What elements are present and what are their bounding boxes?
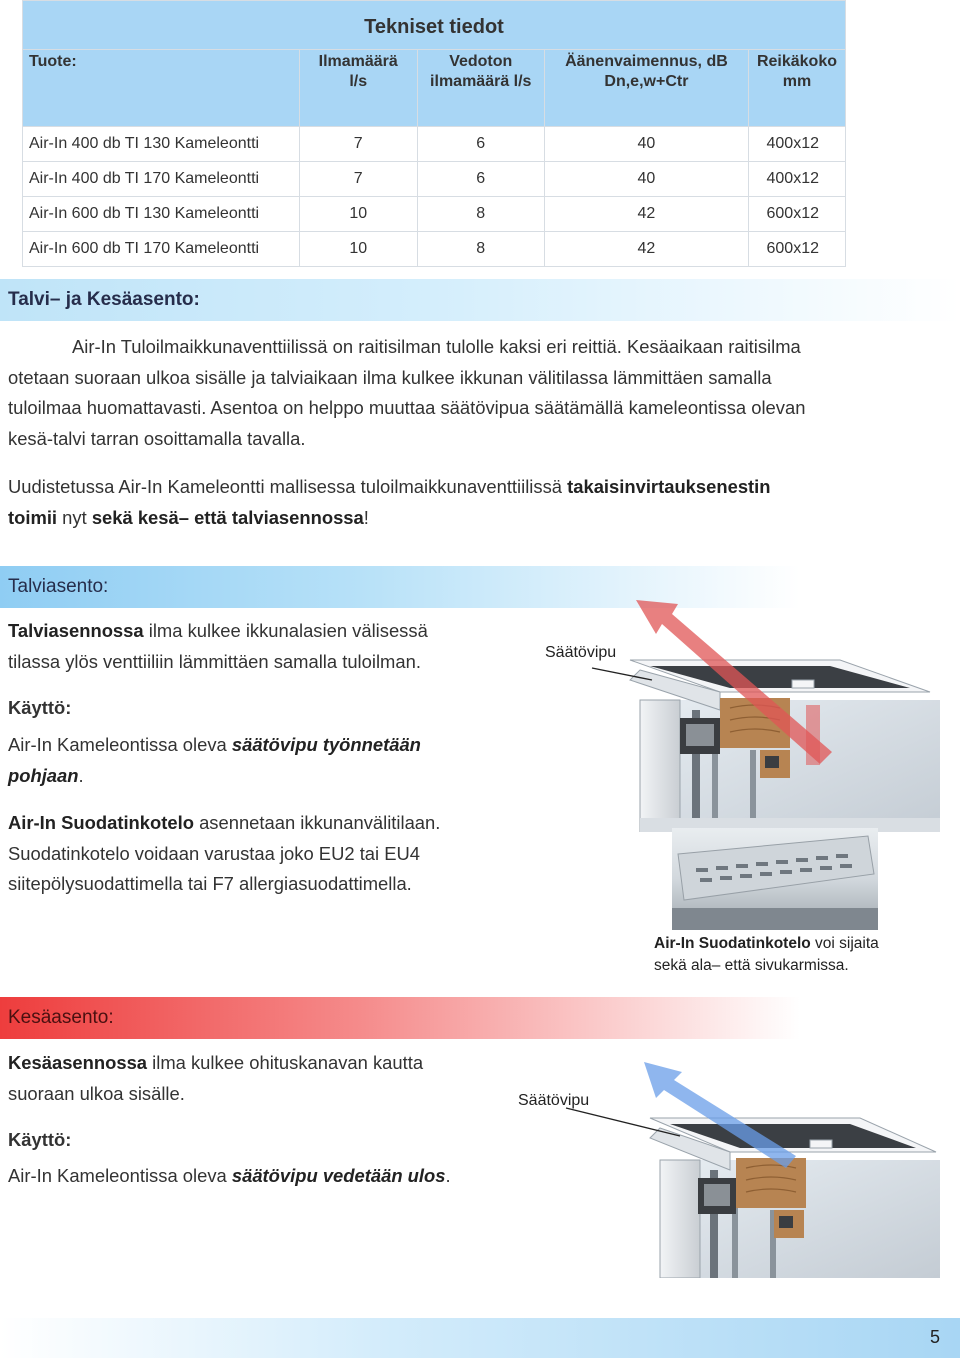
header-hole: Reikäkoko mm [748, 50, 845, 127]
cell-draftfree: 6 [417, 162, 544, 197]
table-row [23, 197, 846, 232]
summer-position-illustration [560, 1060, 940, 1278]
cell-product: Air-In 600 db TI 170 Kameleontti [23, 232, 300, 267]
cell-sound: 42 [544, 197, 748, 232]
winter-description [8, 616, 528, 677]
footer-bar [0, 1318, 960, 1358]
header-airflow: Ilmamäärä l/s [299, 50, 417, 127]
cell-hole: 400x12 [748, 127, 845, 162]
table-title: Tekniset tiedot [23, 1, 846, 50]
section-heading-talviasento: Talviasento: [0, 566, 800, 608]
intro-line: kesä-talvi tarran osoittamalla tavalla. [8, 427, 306, 449]
table-row [23, 162, 846, 197]
text: Air-In Kameleontissa oleva [8, 734, 232, 755]
cell-airflow: 7 [299, 162, 417, 197]
text: suoraan ulkoa sisälle. [8, 1082, 185, 1104]
header-product: Tuote: [23, 50, 300, 127]
text: ilma kulkee ikkunalasien välisessä [143, 620, 428, 641]
cell-draftfree: 8 [417, 232, 544, 267]
usage-heading: Käyttö: [8, 1129, 72, 1150]
text: tilassa ylös venttiiliin lämmittäen samalla tuloilman. [8, 650, 421, 672]
text: . [445, 1165, 451, 1186]
text: sekä ala– että sivukarmissa. [654, 957, 849, 974]
text: nyt [57, 506, 92, 528]
cell-product: Air-In 400 db TI 130 Kameleontti [23, 127, 300, 162]
text: voi sijaita [810, 935, 879, 952]
emphasis-text: Air-In Suodatinkotelo [8, 812, 194, 833]
text: Suodatinkotelo voidaan varustaa joko EU2 tai EU4 [8, 842, 421, 864]
cell-draftfree: 6 [417, 127, 544, 162]
emphasis-text: pohjaan [8, 764, 79, 786]
section-heading-kesaasento: Kesäasento: [0, 997, 800, 1039]
summer-usage [8, 1161, 568, 1192]
cell-hole: 600x12 [748, 197, 845, 232]
winter-usage [8, 730, 528, 791]
emphasis-text: takaisinvirtauksenestin [567, 476, 771, 497]
text: . [78, 764, 84, 786]
summer-description [8, 1048, 528, 1109]
cell-draftfree: 8 [417, 197, 544, 232]
cell-sound: 40 [544, 162, 748, 197]
filter-caption [654, 933, 954, 977]
cell-airflow: 7 [299, 127, 417, 162]
usage-heading: Käyttö: [8, 697, 72, 718]
filter-paragraph [8, 808, 568, 900]
filter-housing-image [672, 828, 878, 930]
cell-airflow: 10 [299, 197, 417, 232]
section-heading-talvi-kesa: Talvi– ja Kesäasento: [0, 279, 960, 321]
text: Uudistetussa Air-In Kameleontti mallisessa tuloilmaikkunaventtiilissä [8, 476, 568, 497]
table-row [23, 232, 846, 267]
cell-airflow: 10 [299, 232, 417, 267]
cell-hole: 600x12 [748, 232, 845, 267]
header-draftfree: Vedoton ilmamäärä l/s [417, 50, 544, 127]
cell-hole: 400x12 [748, 162, 845, 197]
text: ! [363, 506, 369, 528]
intro-line: tuloilmaa huomattavasti. Asentoa on helppo muuttaa säätövipua säätämällä kameleontissa olevan [8, 397, 806, 418]
text: siitepölysuodattimella tai F7 allergiasuodattimella. [8, 873, 412, 894]
cell-product: Air-In 400 db TI 170 Kameleontti [23, 162, 300, 197]
text: ilma kulkee ohituskanavan kautta [147, 1052, 424, 1073]
intro-line: otetaan suoraan ulkoa sisälle ja talviaikaan ilma kulkee ikkunan välitilassa lämmittäen samalla [8, 366, 772, 388]
emphasis-text: Talviasennossa [8, 620, 144, 641]
intro-paragraph [8, 332, 938, 454]
lever-label: Säätövipu [545, 644, 617, 661]
update-paragraph [8, 472, 938, 533]
winter-position-illustration [580, 600, 940, 832]
spec-table [22, 0, 846, 267]
cell-sound: 42 [544, 232, 748, 267]
page-number: 5 [929, 1327, 940, 1347]
emphasis-text: toimii [8, 506, 58, 528]
header-sound: Äänenvaimennus, dB Dn,e,w+Ctr [544, 50, 748, 127]
text: asennetaan ikkunanvälitilaan. [193, 812, 441, 833]
emphasis-text: Kesäasennossa [8, 1052, 148, 1073]
emphasis-text: säätövipu työnnetään [231, 734, 421, 755]
text: Air-In Kameleontissa oleva [8, 1165, 232, 1186]
cell-product: Air-In 600 db TI 130 Kameleontti [23, 197, 300, 232]
lever-label: Säätövipu [518, 1092, 590, 1109]
emphasis-text: Air-In Suodatinkotelo [654, 935, 811, 952]
emphasis-text: säätövipu vedetään ulos [231, 1165, 446, 1186]
emphasis-text: sekä kesä– että talviasennossa [91, 506, 364, 528]
intro-line: Air-In Tuloilmaikkunaventtiilissä on raitisilman tulolle kaksi eri reittiä. Kesäaikaan raitisilma [72, 336, 801, 357]
cell-sound: 40 [544, 127, 748, 162]
table-row [23, 127, 846, 162]
